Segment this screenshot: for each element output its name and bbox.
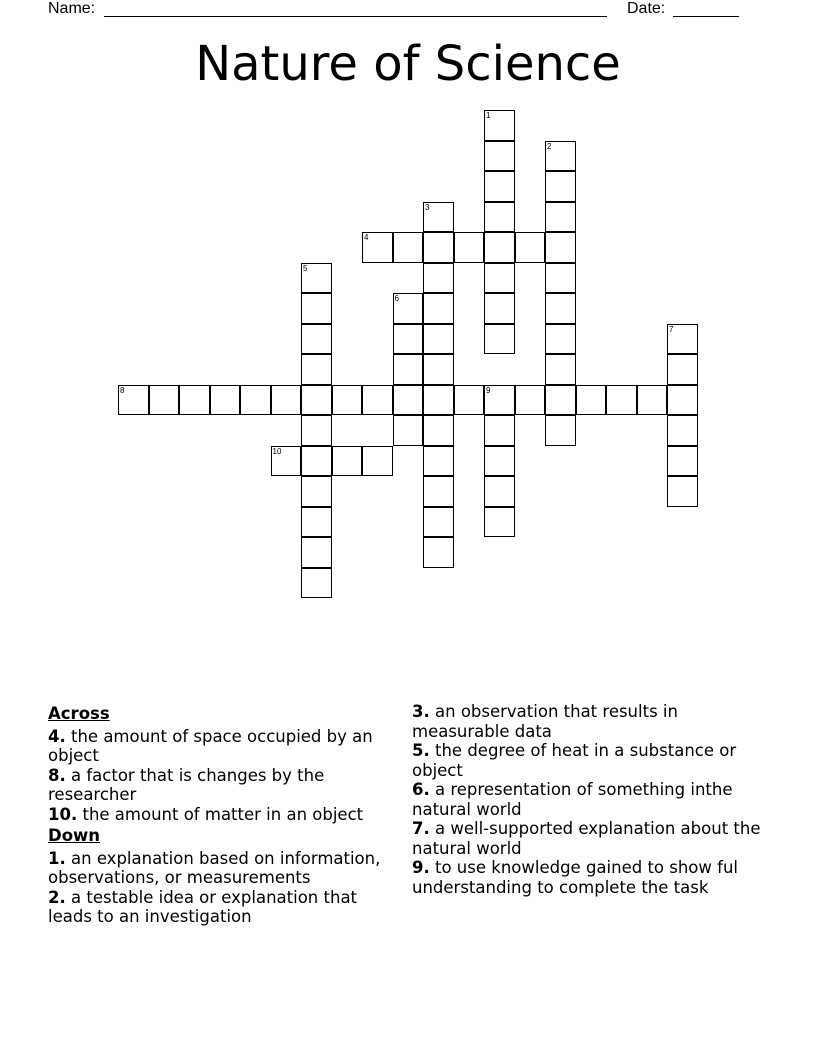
crossword-cell[interactable]	[454, 232, 485, 263]
clue-number: 10.	[48, 804, 78, 824]
cell-number: 1	[486, 111, 491, 120]
cell-number: 4	[364, 233, 369, 242]
crossword-cell[interactable]	[362, 385, 393, 416]
clue-down-7	[412, 819, 772, 858]
clue-down-6	[412, 780, 772, 819]
clue-number: 7.	[412, 819, 430, 838]
clue-text: the amount of space occupied by an object	[48, 726, 373, 765]
crossword-cell[interactable]	[484, 202, 515, 233]
page-title: Nature of Science	[195, 36, 621, 92]
crossword-cell[interactable]	[423, 293, 454, 324]
crossword-cell[interactable]	[545, 202, 576, 233]
crossword-cell[interactable]	[484, 110, 515, 141]
crossword-cell[interactable]	[393, 232, 424, 263]
crossword-cell[interactable]	[301, 537, 332, 568]
crossword-cell[interactable]	[484, 263, 515, 294]
clue-down-5	[412, 741, 772, 780]
crossword-cell[interactable]	[484, 232, 515, 263]
crossword-cell[interactable]	[149, 385, 180, 416]
crossword-cell[interactable]	[301, 446, 332, 477]
crossword-cell[interactable]	[576, 385, 607, 416]
clue-text: a factor that is changes by the researcher	[48, 765, 325, 804]
clue-text: a representation of something inthe natural world	[412, 780, 733, 819]
crossword-cell[interactable]	[362, 232, 393, 263]
clues-column-right	[412, 702, 772, 897]
crossword-cell[interactable]	[301, 568, 332, 599]
clue-number: 5.	[412, 741, 430, 760]
name-label: Name:	[48, 0, 96, 17]
crossword-cell[interactable]	[637, 385, 668, 416]
crossword-cell[interactable]	[515, 232, 546, 263]
crossword-cell[interactable]	[484, 293, 515, 324]
cell-number: 9	[486, 385, 491, 395]
crossword-cell[interactable]	[484, 476, 515, 507]
clue-number: 1.	[48, 848, 66, 868]
crossword-cell[interactable]	[179, 385, 210, 416]
crossword-cell[interactable]	[301, 324, 332, 355]
cell-number: 2	[547, 141, 552, 151]
crossword-cell[interactable]	[545, 415, 576, 446]
clue-number: 9.	[412, 858, 430, 877]
crossword-cell[interactable]	[423, 415, 454, 446]
crossword-cell[interactable]	[545, 171, 576, 202]
crossword-cell[interactable]	[606, 385, 637, 416]
crossword-cell[interactable]	[118, 385, 149, 416]
crossword-cell[interactable]	[484, 507, 515, 538]
clues-column-left	[48, 702, 398, 927]
crossword-cell[interactable]	[301, 263, 332, 294]
crossword-cell[interactable]	[393, 415, 424, 446]
across-heading: Across	[48, 704, 110, 723]
clue-number: 8.	[48, 765, 66, 785]
crossword-cell[interactable]	[423, 232, 454, 263]
crossword-cell[interactable]	[301, 415, 332, 446]
clue-number: 4.	[48, 726, 66, 746]
crossword-cell[interactable]	[545, 385, 576, 416]
crossword-cell[interactable]	[301, 476, 332, 507]
crossword-cell[interactable]	[393, 354, 424, 385]
crossword-cell[interactable]	[423, 202, 454, 233]
crossword-cell[interactable]	[271, 446, 302, 477]
crossword-cell[interactable]	[545, 232, 576, 263]
crossword-cell[interactable]	[454, 385, 485, 416]
crossword-cell[interactable]	[393, 293, 424, 324]
crossword-cell[interactable]	[423, 446, 454, 477]
crossword-cell[interactable]	[545, 263, 576, 294]
crossword-cell[interactable]	[484, 324, 515, 355]
crossword-cell[interactable]	[667, 354, 698, 385]
clue-down-2	[48, 888, 398, 927]
clue-down-3	[412, 702, 772, 741]
crossword-cell[interactable]	[423, 324, 454, 355]
crossword-cell[interactable]	[301, 507, 332, 538]
crossword-cell[interactable]	[484, 385, 515, 416]
clue-text: a well-supported explanation about the natural world	[412, 819, 761, 858]
crossword-cell[interactable]	[423, 507, 454, 538]
crossword-cell[interactable]	[667, 476, 698, 507]
crossword-cell[interactable]	[515, 385, 546, 416]
crossword-cell[interactable]	[545, 293, 576, 324]
clue-text: an explanation based on information, observations, or measurements	[48, 848, 381, 887]
crossword-cell[interactable]	[484, 141, 515, 172]
crossword-cell[interactable]	[393, 324, 424, 355]
crossword-cell[interactable]	[545, 141, 576, 172]
clue-across-8	[48, 766, 398, 805]
cell-number: 6	[394, 294, 399, 303]
cell-number: 8	[120, 385, 125, 395]
crossword-cell[interactable]	[271, 385, 302, 416]
crossword-cell[interactable]	[545, 354, 576, 385]
crossword-cell[interactable]	[301, 293, 332, 324]
clue-number: 2.	[48, 887, 66, 907]
clue-number: 3.	[412, 702, 430, 721]
cell-number: 3	[425, 202, 430, 212]
crossword-cell[interactable]	[393, 385, 424, 416]
clue-text: the amount of matter in an object	[82, 804, 364, 824]
down-heading: Down	[48, 826, 101, 845]
crossword-cell[interactable]	[362, 446, 393, 477]
clue-number: 6.	[412, 780, 430, 799]
clue-text: the degree of heat in a substance or object	[412, 741, 737, 780]
date-label: Date:	[627, 0, 666, 17]
crossword-cell[interactable]	[667, 324, 698, 355]
crossword-cell[interactable]	[301, 385, 332, 416]
crossword-cell[interactable]	[423, 263, 454, 294]
clue-text: to use knowledge gained to show ful understanding to complete the task	[412, 858, 738, 897]
crossword-cell[interactable]	[484, 171, 515, 202]
crossword-cell[interactable]	[667, 415, 698, 446]
crossword-cell[interactable]	[423, 385, 454, 416]
crossword-cell[interactable]	[484, 415, 515, 446]
cell-number: 10	[272, 446, 282, 456]
crossword-cell[interactable]	[240, 385, 271, 416]
clue-down-1	[48, 849, 398, 888]
clue-across-10	[48, 805, 398, 825]
crossword-cell[interactable]	[545, 324, 576, 355]
clue-down-9	[412, 858, 772, 897]
crossword-cell[interactable]	[423, 476, 454, 507]
crossword-cell[interactable]	[423, 354, 454, 385]
crossword-cell[interactable]	[484, 446, 515, 477]
crossword-cell[interactable]	[210, 385, 241, 416]
clue-across-4	[48, 727, 398, 766]
crossword-cell[interactable]	[423, 537, 454, 568]
crossword-cell[interactable]	[301, 354, 332, 385]
crossword-cell[interactable]	[667, 385, 698, 416]
cell-number: 7	[669, 324, 674, 334]
crossword-cell[interactable]	[332, 385, 363, 416]
crossword-cell[interactable]	[667, 446, 698, 477]
cell-number: 5	[303, 263, 308, 273]
clue-text: a testable idea or explanation that leads to an investigation	[48, 887, 358, 926]
crossword-cell[interactable]	[332, 446, 363, 477]
clue-text: an observation that results in measurable data	[412, 702, 678, 741]
